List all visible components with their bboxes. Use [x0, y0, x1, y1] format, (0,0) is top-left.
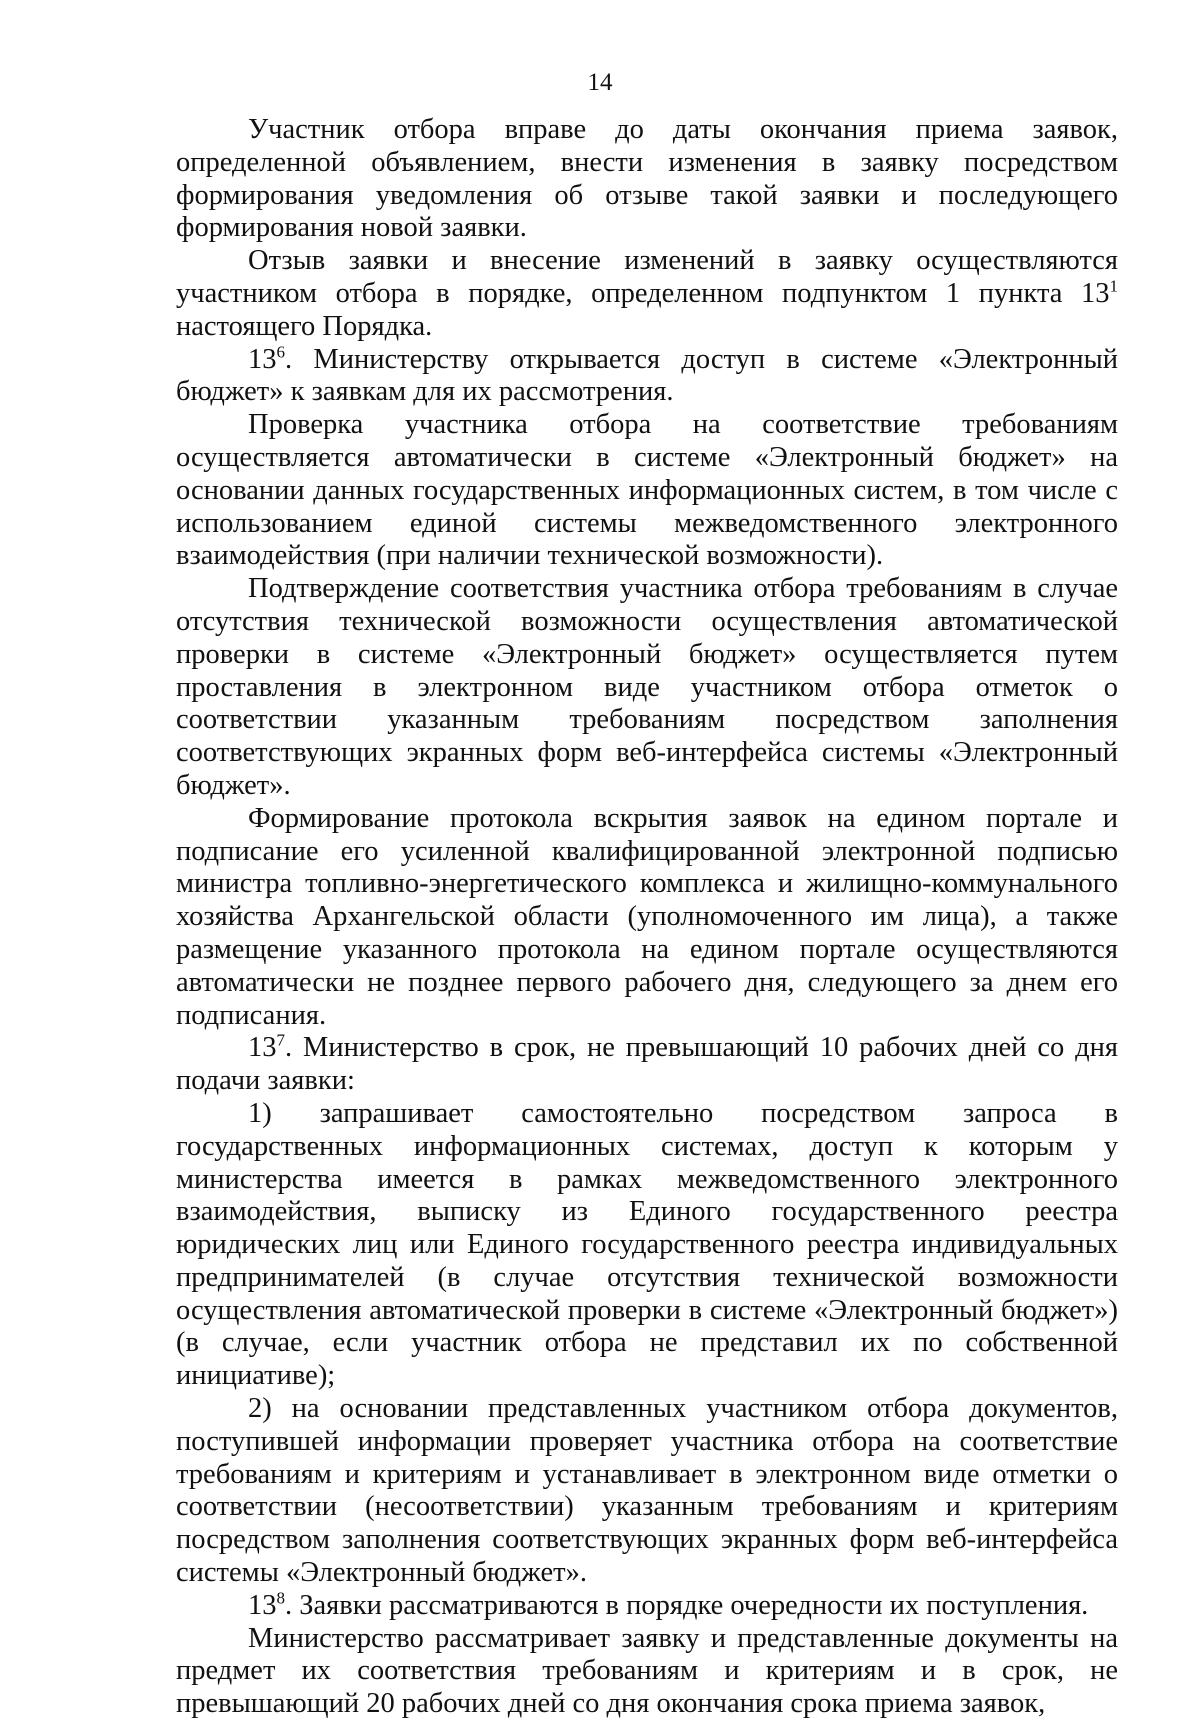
paragraph-text: . Заявки рассматриваются в порядке очередности их поступления.: [285, 1589, 1089, 1621]
paragraph-13-8: [176, 1590, 1118, 1623]
clause-number: 13: [248, 1032, 277, 1064]
paragraph-withdrawal: Участник отбора вправе до даты окончания приема заявок, определенной объявлением, внести изменения в заявку посредством формирования уведомления об отзыве такой заявки и последующего формирования новой заявки.: [176, 114, 1118, 244]
paragraph-withdrawal-procedure: [176, 245, 1118, 343]
paragraph-text: . Министерству открывается доступ в системе «Электронный бюджет» к заявкам для их рассмотрения.: [176, 343, 1118, 408]
paragraph-text: настоящего Порядка.: [176, 310, 433, 342]
list-item-1: 1) запрашивает самостоятельно посредством запроса в государственных информационных системах, доступ к которым у министерства имеется в рамках межведомственного электронного взаимодействия, выписку из Единого государственного реестра юридических лиц или Единого государственного реестра индивидуальных предпринимателей (в случае отсутствия технической возможности осуществления автоматической проверки в системе «Электронный бюджет») (в случае, если участник отбора не представил их по собственной инициативе);: [176, 1097, 1118, 1392]
paragraph-confirmation: Подтверждение соответствия участника отбора требованиям в случае отсутствия технической возможности осуществления автоматической проверки в системе «Электронный бюджет» осуществляется путем проставления в электронном виде участником отбора отметок о соответствии указанным требованиям посредством заполнения соответствующих экранных форм веб-интерфейса системы «Электронный бюджет».: [176, 573, 1118, 801]
paragraph-13-6: [176, 344, 1118, 410]
clause-number: 13: [248, 343, 277, 375]
paragraph-text: Отзыв заявки и внесение изменений в заявку осуществляются участником отбора в порядке, определенном подпунктом 1 пункта 13: [176, 245, 1118, 309]
paragraph-protocol: Формирование протокола вскрытия заявок на едином портале и подписание его усиленной квалифицированной электронной подписью министра топливно-энергетического комплекса и жилищно-коммунального хозяйства Архангельской области (уполномоченного им лица), а также размещение указанного протокола на едином портале осуществляются автоматически не позднее первого рабочего дня, следующего за днем его подписания.: [176, 802, 1118, 1031]
superscript: 7: [276, 1030, 285, 1050]
paragraph-review: Министерство рассматривает заявку и представленные документы на предмет их соответствия требованиям и критериям и в срок, не превышающий 20 рабочих дней со дня окончания срока приема заявок,: [176, 1622, 1118, 1720]
list-item-2: 2) на основании представленных участником отбора документов, поступившей информации проверяет участника отбора на соответствие требованиям и критериям и устанавливает в электронном виде отметки о соответствии (несоответствии) указанным требованиям и критериям посредством заполнения соответствующих экранных форм веб-интерфейса системы «Электронный бюджет».: [176, 1393, 1118, 1589]
superscript: 6: [276, 342, 285, 362]
superscript: 1: [1109, 276, 1118, 296]
page-number: 14: [587, 69, 613, 96]
document-body: [176, 114, 1118, 1721]
clause-number: 13: [248, 1589, 277, 1621]
superscript: 8: [276, 1588, 285, 1608]
paragraph-auto-check: Проверка участника отбора на соответствие требованиям осуществляется автоматически в системе «Электронный бюджет» на основании данных государственных информационных систем, в том числе с использованием единой системы межведомственного электронного взаимодействия (при наличии технической возможности).: [176, 409, 1118, 572]
paragraph-text: . Министерство в срок, не превышающий 10 рабочих дней со дня подачи заявки:: [176, 1032, 1118, 1097]
paragraph-13-7: [176, 1032, 1118, 1098]
